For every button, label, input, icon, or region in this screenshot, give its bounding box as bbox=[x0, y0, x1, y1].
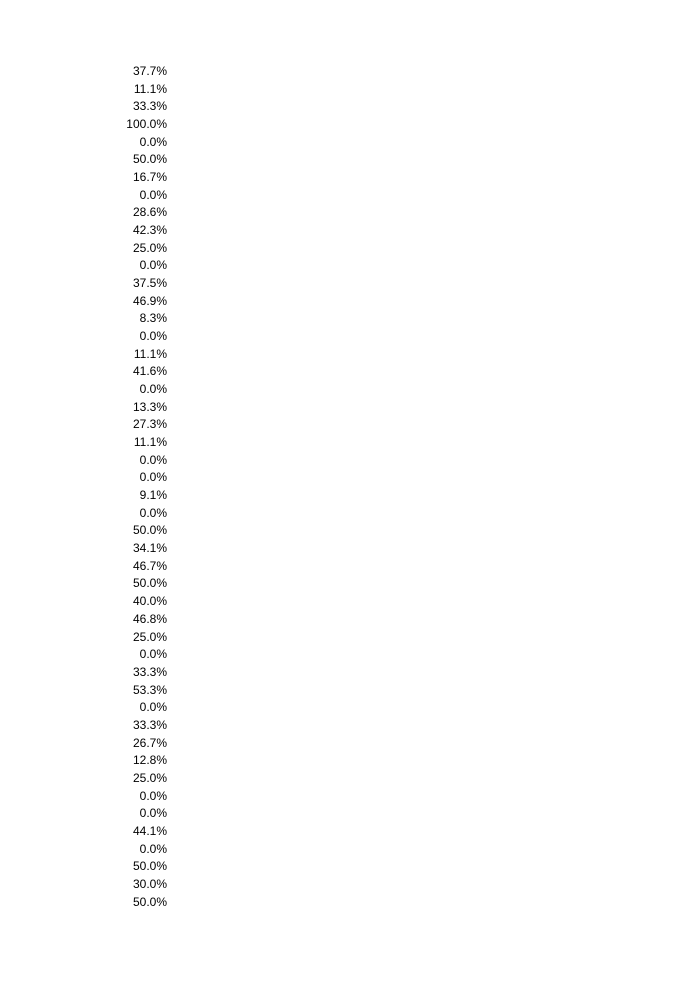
percentage-cell: 11.1% bbox=[133, 81, 167, 96]
percentage-cell: 30.0% bbox=[132, 876, 167, 891]
percentage-cell: 27.3% bbox=[132, 417, 167, 432]
percentage-cell: 0.0% bbox=[139, 505, 167, 520]
percentage-cell: 50.0% bbox=[132, 576, 167, 591]
percentage-cell: 0.0% bbox=[139, 134, 167, 149]
percentage-column bbox=[60, 63, 167, 911]
percentage-cell: 42.3% bbox=[132, 223, 167, 238]
percentage-cell: 26.7% bbox=[132, 735, 167, 750]
percentage-cell: 0.0% bbox=[139, 329, 167, 344]
percentage-cell: 0.0% bbox=[139, 187, 167, 202]
percentage-cell: 11.1% bbox=[133, 346, 167, 361]
percentage-cell: 16.7% bbox=[132, 170, 167, 185]
percentage-cell: 25.0% bbox=[132, 240, 167, 255]
percentage-cell: 25.0% bbox=[132, 770, 167, 785]
percentage-cell: 11.1% bbox=[133, 435, 167, 450]
percentage-cell: 0.0% bbox=[139, 700, 167, 715]
percentage-cell: 0.0% bbox=[139, 470, 167, 485]
percentage-cell: 46.7% bbox=[132, 558, 167, 573]
percentage-cell: 37.5% bbox=[132, 276, 167, 291]
percentage-cell: 50.0% bbox=[132, 523, 167, 538]
percentage-cell: 46.8% bbox=[132, 611, 167, 626]
percentage-cell: 33.3% bbox=[132, 99, 167, 114]
percentage-cell: 44.1% bbox=[132, 823, 167, 838]
percentage-cell: 41.6% bbox=[132, 364, 167, 379]
percentage-cell: 25.0% bbox=[132, 629, 167, 644]
percentage-cell: 12.8% bbox=[132, 753, 167, 768]
percentage-cell: 9.1% bbox=[139, 488, 167, 503]
percentage-cell: 0.0% bbox=[139, 788, 167, 803]
percentage-cell: 33.3% bbox=[132, 664, 167, 679]
percentage-cell: 50.0% bbox=[132, 152, 167, 167]
percentage-cell: 28.6% bbox=[132, 205, 167, 220]
percentage-cell: 0.0% bbox=[139, 841, 167, 856]
percentage-cell: 53.3% bbox=[132, 682, 167, 697]
percentage-cell: 37.7% bbox=[132, 64, 167, 78]
percentage-cell: 46.9% bbox=[132, 293, 167, 308]
percentage-cell: 50.0% bbox=[132, 859, 167, 874]
percentage-cell: 50.0% bbox=[132, 894, 167, 909]
percentage-cell: 40.0% bbox=[132, 594, 167, 609]
percentage-cell: 0.0% bbox=[139, 806, 167, 821]
percentage-cell: 0.0% bbox=[139, 452, 167, 467]
percentage-cell: 0.0% bbox=[139, 258, 167, 273]
percentage-cell: 8.3% bbox=[139, 311, 167, 326]
percentage-cell: 33.3% bbox=[132, 717, 167, 732]
percentage-cell: 34.1% bbox=[132, 541, 167, 556]
percentage-cell: 0.0% bbox=[139, 382, 167, 397]
percentage-cell: 13.3% bbox=[132, 399, 167, 414]
percentage-cell: 0.0% bbox=[139, 647, 167, 662]
percentage-cell: 100.0% bbox=[126, 117, 167, 132]
